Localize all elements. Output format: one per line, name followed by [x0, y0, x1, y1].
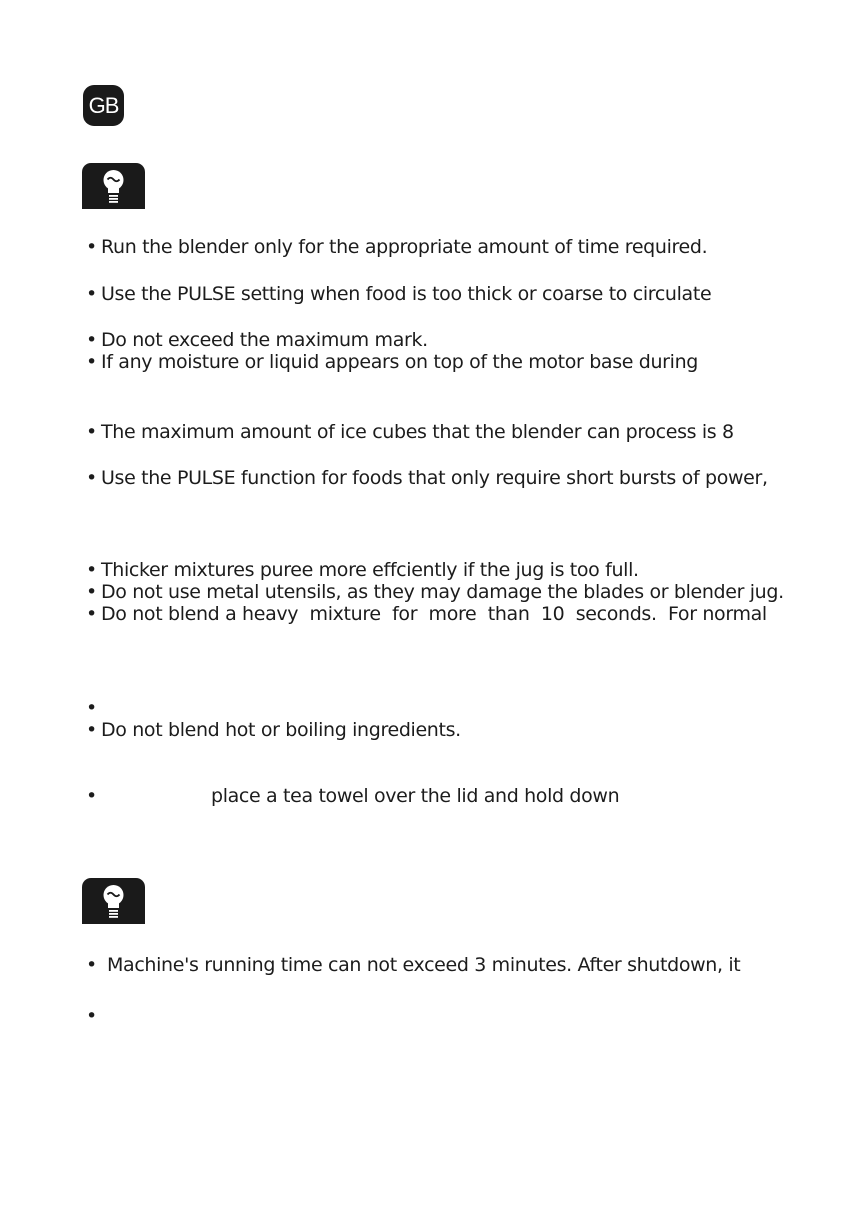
list-item: • place a tea towel over the lid and hold down [86, 785, 620, 807]
list-item: • Run the blender only for the appropriate amount of time required. [86, 236, 708, 258]
list-item: • Do not blend a heavy mixture for more than 10 seconds. For normal [86, 603, 767, 625]
list-item: • The maximum amount of ice cubes that the blender can process is 8 [86, 421, 734, 443]
lightbulb-icon [82, 163, 145, 209]
list-item: • Machine's running time can not exceed 3 minutes. After shutdown, it [86, 954, 741, 976]
list-item: • Use the PULSE function for foods that only require short bursts of power, [86, 467, 768, 489]
list-item: • [86, 697, 97, 719]
list-item: • Do not use metal utensils, as they may damage the blades or blender jug. [86, 581, 784, 603]
lightbulb-icon [82, 878, 145, 924]
list-item: • Do not exceed the maximum mark. [86, 329, 428, 351]
list-item: • Thicker mixtures puree more effciently if the jug is too full. [86, 559, 639, 581]
list-item: • Do not blend hot or boiling ingredients. [86, 719, 461, 741]
language-badge: GB [83, 85, 124, 126]
list-item: • If any moisture or liquid appears on top of the motor base during [86, 351, 698, 373]
list-item: • Use the PULSE setting when food is too thick or coarse to circulate [86, 283, 712, 305]
list-item: • [86, 1005, 97, 1027]
